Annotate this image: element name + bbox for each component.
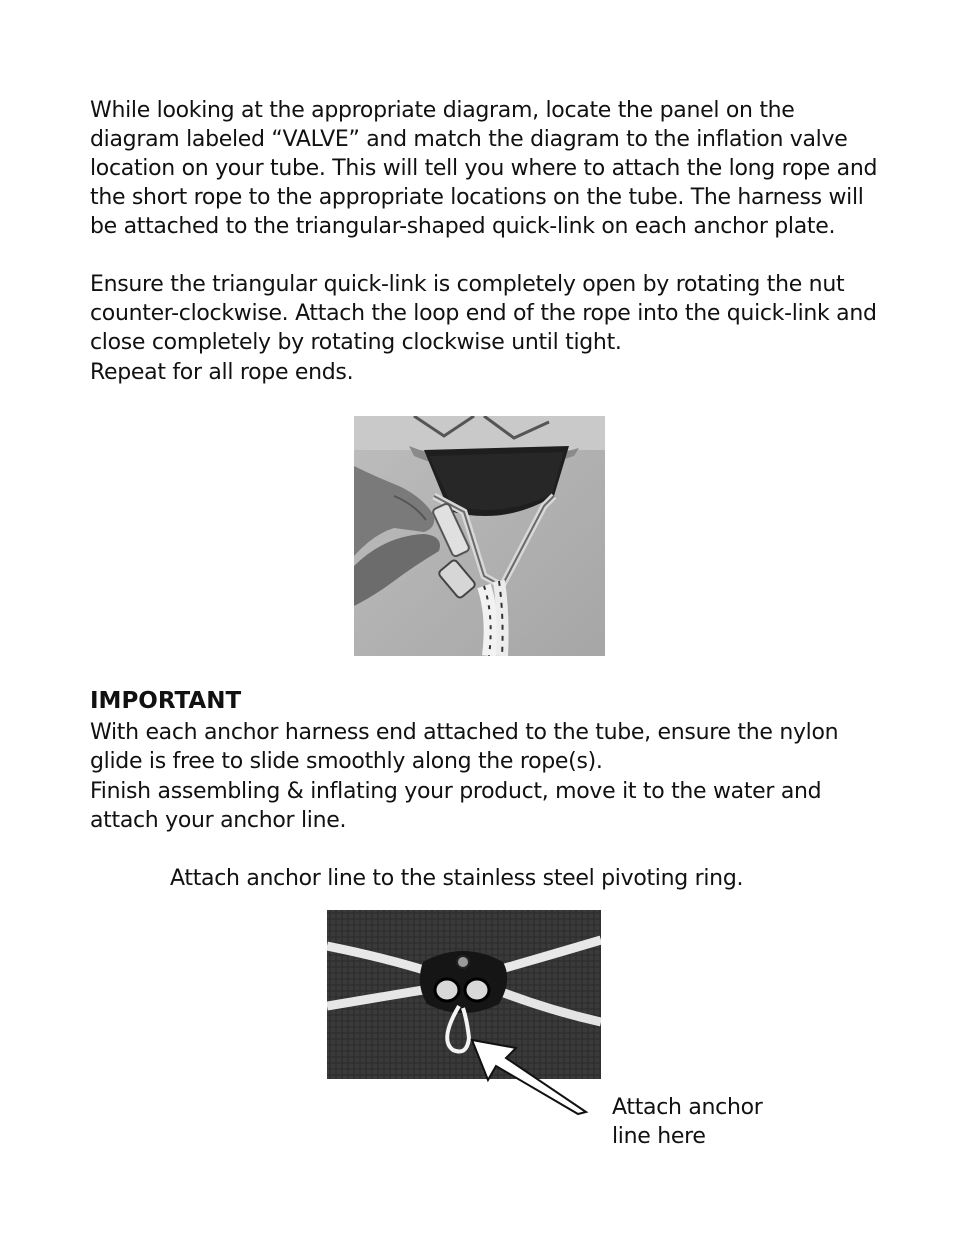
- instruction-paragraph-valve: While looking at the appropriate diagram, locate the panel on the diagram labeled “VALVE” and match the diagram to the inflation valve location on your tube. This will tell you where to attach the long rope and the short rope to the appropriate locations on the tube. The harness will be attached to the triangular-shaped quick-link on each anchor plate.: [90, 98, 878, 239]
- important-paragraph-glide: With each anchor harness end attached to the tube, ensure the nylon glide is free to slide smoothly along the rope(s).: [90, 720, 839, 774]
- important-paragraph-finish: Finish assembling & inflating your product, move it to the water and attach your anchor line.: [90, 779, 822, 833]
- callout-line-2: line here: [612, 1124, 706, 1149]
- instruction-paragraph-quicklink: Ensure the triangular quick-link is completely open by rotating the nut counter-clockwise. Attach the loop end of the rope into the quick-link and close completely by rotating clockwise until tight.: [90, 272, 877, 355]
- quick-link-photo: [354, 416, 605, 656]
- anchor-line-instruction: Attach anchor line to the stainless steel pivoting ring.: [170, 866, 744, 891]
- important-heading: IMPORTANT: [90, 688, 242, 714]
- arrow-icon: [470, 1036, 600, 1116]
- anchor-callout-label: [612, 1093, 832, 1151]
- instruction-paragraph-repeat: Repeat for all rope ends.: [90, 360, 354, 385]
- callout-line-1: Attach anchor: [612, 1095, 763, 1120]
